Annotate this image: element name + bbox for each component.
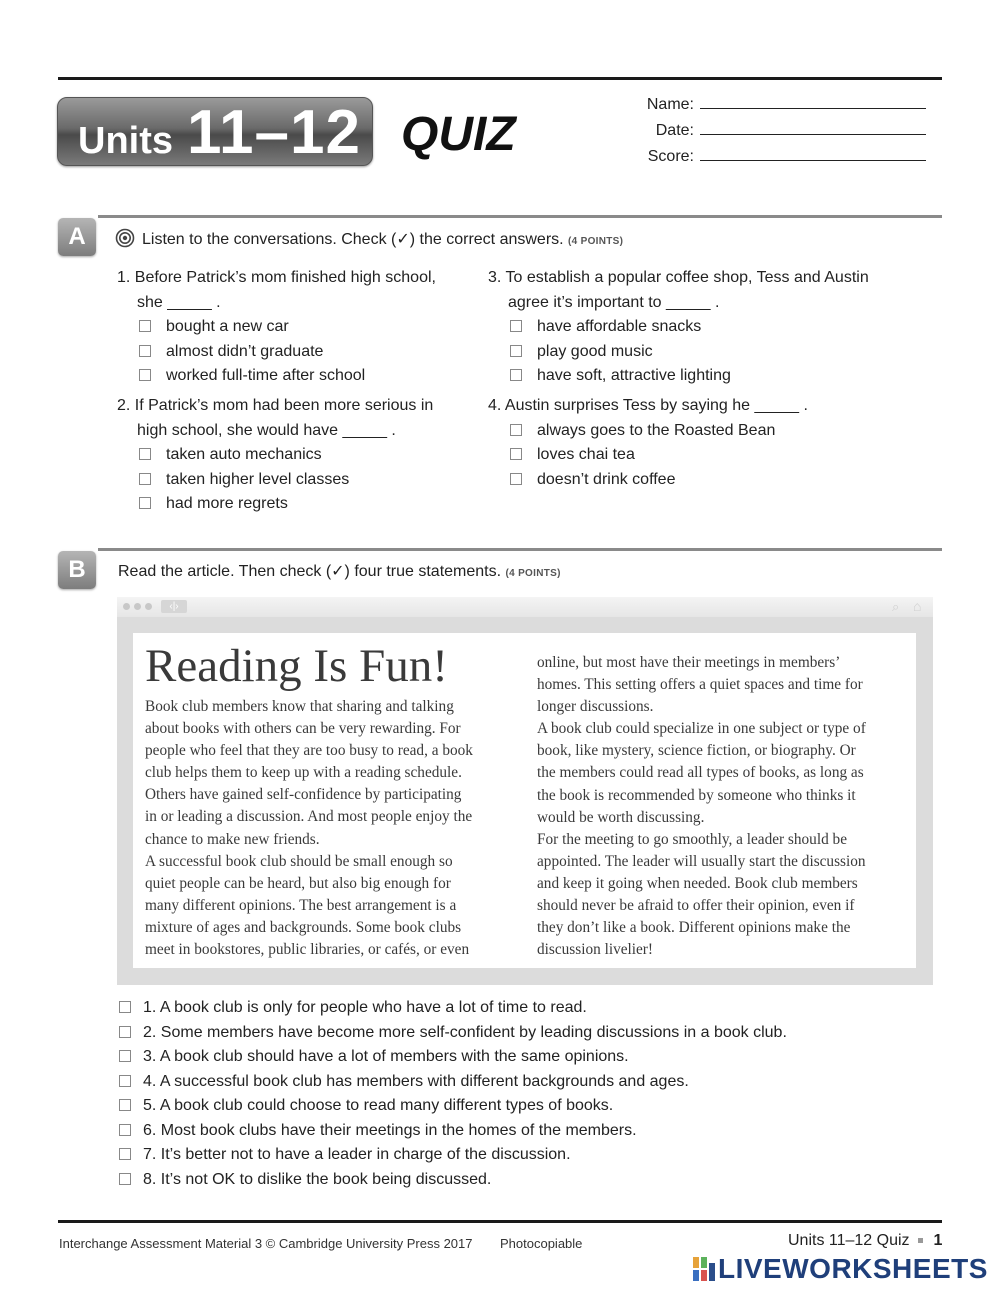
section-a-instruction <box>142 229 623 249</box>
checkbox[interactable] <box>139 369 151 381</box>
statement-text: 8. It’s not OK to dislike the book being discussed. <box>143 1170 492 1188</box>
name-field[interactable] <box>634 94 926 114</box>
checkbox[interactable] <box>510 448 522 460</box>
search-icon[interactable]: ⌕ <box>892 599 900 614</box>
statement-text: 3. A book club should have a lot of members with the same opinions. <box>143 1048 629 1065</box>
statement-text: 5. A book club could choose to read many different types of books. <box>143 1097 614 1114</box>
section-a-rule <box>98 215 942 218</box>
answer-option[interactable] <box>508 340 928 365</box>
question-3 <box>488 266 928 389</box>
section-a-points: (4 POINTS) <box>568 236 624 247</box>
answer-option[interactable] <box>137 340 477 365</box>
question-1-line2: she _____ . <box>137 293 221 311</box>
statement-item[interactable] <box>119 1143 939 1168</box>
article-line: would be worth discussing. <box>537 808 705 826</box>
statement-item[interactable] <box>119 1045 939 1070</box>
article-line: discussion livelier! <box>537 941 653 959</box>
units-word: Units <box>78 120 173 162</box>
browser-toolbar <box>117 597 933 617</box>
article-line: chance to make new friends. <box>145 830 320 848</box>
article-line: about books with others can be very rewarding. For <box>145 720 461 738</box>
option-label: have affordable snacks <box>537 318 702 335</box>
quiz-title: QUIZ <box>401 108 516 161</box>
page-label: Units 11–12 Quiz <box>788 1232 910 1249</box>
option-label: taken higher level classes <box>166 470 350 488</box>
question-4-line1: 4. Austin surprises Tess by saying he _____ . <box>488 397 808 414</box>
article-line: quiet people can be heard, but also big enough for <box>145 874 451 892</box>
checkbox[interactable] <box>119 1026 131 1038</box>
section-b-points: (4 POINTS) <box>505 568 561 579</box>
date-label: Date: <box>655 122 694 139</box>
score-field[interactable] <box>634 146 926 166</box>
answer-option[interactable] <box>508 468 928 493</box>
answer-option[interactable] <box>137 315 477 340</box>
article-line: the members could read all types of books, as long as <box>537 764 864 782</box>
checkbox[interactable] <box>510 424 522 436</box>
browser-frame <box>117 597 933 985</box>
score-line[interactable] <box>700 146 926 161</box>
checkbox[interactable] <box>119 1124 131 1136</box>
article-line: many different opinions. The best arrangement is a <box>145 896 457 914</box>
article-title: Reading Is Fun! <box>145 640 448 692</box>
question-1-line1: 1. Before Patrick’s mom finished high school, <box>117 269 436 286</box>
audio-icon[interactable] <box>115 228 135 253</box>
statement-text: 1. A book club is only for people who have a lot of time to read. <box>143 999 587 1016</box>
statement-item[interactable] <box>119 1070 939 1095</box>
checkbox[interactable] <box>139 345 151 357</box>
checkbox[interactable] <box>139 448 151 460</box>
checkbox[interactable] <box>119 1050 131 1062</box>
liveworksheets-brand: LIVEWORKSHEETS <box>718 1253 988 1284</box>
article-column-1 <box>145 696 525 961</box>
units-number: 11–12 <box>187 98 361 167</box>
option-label: bought a new car <box>166 318 289 335</box>
answer-option[interactable] <box>137 492 477 517</box>
window-dot-icon <box>134 603 141 610</box>
checkbox[interactable] <box>119 1075 131 1087</box>
date-field[interactable] <box>634 120 926 140</box>
bottom-rule <box>58 1220 942 1223</box>
checkbox[interactable] <box>119 1173 131 1185</box>
statement-text: 4. A successful book club has members with different backgrounds and ages. <box>143 1072 689 1090</box>
article-column-2 <box>537 652 912 961</box>
window-dot-icon <box>123 603 130 610</box>
section-a-instruction-text: Listen to the conversations. Check (✓) the correct answers. <box>142 231 564 248</box>
article-line: in or leading a discussion. And most people enjoy the <box>145 808 473 826</box>
checkbox[interactable] <box>119 1001 131 1013</box>
article-line: A book club could specialize in one subject or type of <box>537 720 866 738</box>
statement-text: 6. Most book clubs have their meetings in the homes of the members. <box>143 1121 637 1139</box>
back-forward-icon[interactable]: ‹|› <box>161 600 187 613</box>
answer-option[interactable] <box>137 364 477 389</box>
copyright: Interchange Assessment Material 3 © Cambridge University Press 2017 <box>59 1236 473 1251</box>
statement-item[interactable] <box>119 1021 939 1046</box>
section-b-badge: B <box>58 551 96 589</box>
option-label: worked full-time after school <box>166 367 366 384</box>
answer-option[interactable] <box>508 364 928 389</box>
question-2-line2: high school, she would have _____ . <box>137 421 396 439</box>
section-a-badge: A <box>58 218 96 256</box>
option-label: taken auto mechanics <box>166 446 322 463</box>
score-label: Score: <box>647 148 694 165</box>
page-number: 1 <box>933 1232 943 1249</box>
section-b-instruction-text: Read the article. Then check (✓) four true statements. <box>118 563 502 580</box>
article-line: For the meeting to go smoothly, a leader should be <box>537 830 847 848</box>
article-line: the book is recommended by someone who thinks it <box>537 786 856 804</box>
article-line: and keep it going when needed. Book club members <box>537 874 858 892</box>
article-line: should never be afraid to offer their opinion, even if <box>537 897 855 915</box>
answer-option[interactable] <box>508 419 928 444</box>
article-line: online, but most have their meetings in members’ <box>537 654 841 671</box>
article-line: meet in bookstores, public libraries, or cafés, or even <box>145 941 470 959</box>
option-label: have soft, attractive lighting <box>537 367 731 384</box>
units-badge <box>57 97 373 166</box>
separator-square <box>918 1238 923 1243</box>
question-1 <box>117 266 477 389</box>
answer-option[interactable] <box>137 443 477 468</box>
window-dot-icon <box>145 603 152 610</box>
article-line: mixture of ages and backgrounds. Some book clubs <box>145 918 462 936</box>
question-4 <box>488 394 928 492</box>
question-2-line1: 2. If Patrick’s mom had been more serious in <box>117 397 434 414</box>
statement-item[interactable] <box>119 1168 939 1193</box>
article-line: Book club members know that sharing and talking <box>145 698 454 715</box>
option-label: had more regrets <box>166 495 288 512</box>
statement-item[interactable] <box>119 1119 939 1144</box>
article-line: homes. This setting offers a quiet spaces and time for <box>537 676 863 694</box>
checkbox[interactable] <box>510 320 522 332</box>
section-b-rule <box>98 548 942 551</box>
answer-option[interactable] <box>508 315 928 340</box>
checkbox[interactable] <box>119 1099 131 1111</box>
option-label: play good music <box>537 342 653 360</box>
option-label: loves chai tea <box>537 446 635 463</box>
section-b-instruction <box>118 561 561 581</box>
article-line: club helps them to keep up with a reading schedule. <box>145 764 462 782</box>
name-label: Name: <box>646 96 694 113</box>
option-label: always goes to the Roasted Bean <box>537 421 776 439</box>
article-line: appointed. The leader will usually start the discussion <box>537 852 866 870</box>
checkbox[interactable] <box>139 473 151 485</box>
checkbox[interactable] <box>510 345 522 357</box>
checkbox[interactable] <box>510 473 522 485</box>
question-3-line1: 3. To establish a popular coffee shop, Tess and Austin <box>488 269 869 286</box>
top-rule <box>58 77 942 80</box>
article-line: Others have gained self-confidence by participating <box>145 786 462 804</box>
page-label-group <box>788 1232 942 1250</box>
photocopiable: Photocopiable <box>500 1236 583 1251</box>
checkbox[interactable] <box>139 497 151 509</box>
article <box>133 633 916 968</box>
statement-text: 2. Some members have become more self-confident by leading discussions in a book club. <box>143 1023 787 1041</box>
article-line: they don’t like a book. Different opinions make the <box>537 919 851 937</box>
home-icon[interactable]: ⌂ <box>913 598 922 614</box>
statement-text: 7. It’s better not to have a leader in charge of the discussion. <box>143 1146 571 1163</box>
question-2 <box>117 394 477 517</box>
statement-item[interactable] <box>119 996 939 1021</box>
liveworksheets-logo-icon <box>692 1255 716 1283</box>
checkbox[interactable] <box>119 1148 131 1160</box>
name-line[interactable] <box>700 94 926 109</box>
article-line: people who feel that they are too busy to read, a book <box>145 742 473 760</box>
date-line[interactable] <box>700 120 926 135</box>
option-label: doesn’t drink coffee <box>537 470 676 488</box>
checkbox[interactable] <box>139 320 151 332</box>
answer-option[interactable] <box>137 468 477 493</box>
question-3-line2: agree it’s important to _____ . <box>508 293 720 311</box>
article-line: A successful book club should be small enough so <box>145 852 453 870</box>
statement-item[interactable] <box>119 1094 939 1119</box>
statements-list <box>119 996 939 1192</box>
article-line: longer discussions. <box>537 698 654 716</box>
article-line: book, like mystery, science fiction, or biography. Or <box>537 742 856 760</box>
answer-option[interactable] <box>508 443 928 468</box>
option-label: almost didn’t graduate <box>166 342 324 360</box>
checkbox[interactable] <box>510 369 522 381</box>
